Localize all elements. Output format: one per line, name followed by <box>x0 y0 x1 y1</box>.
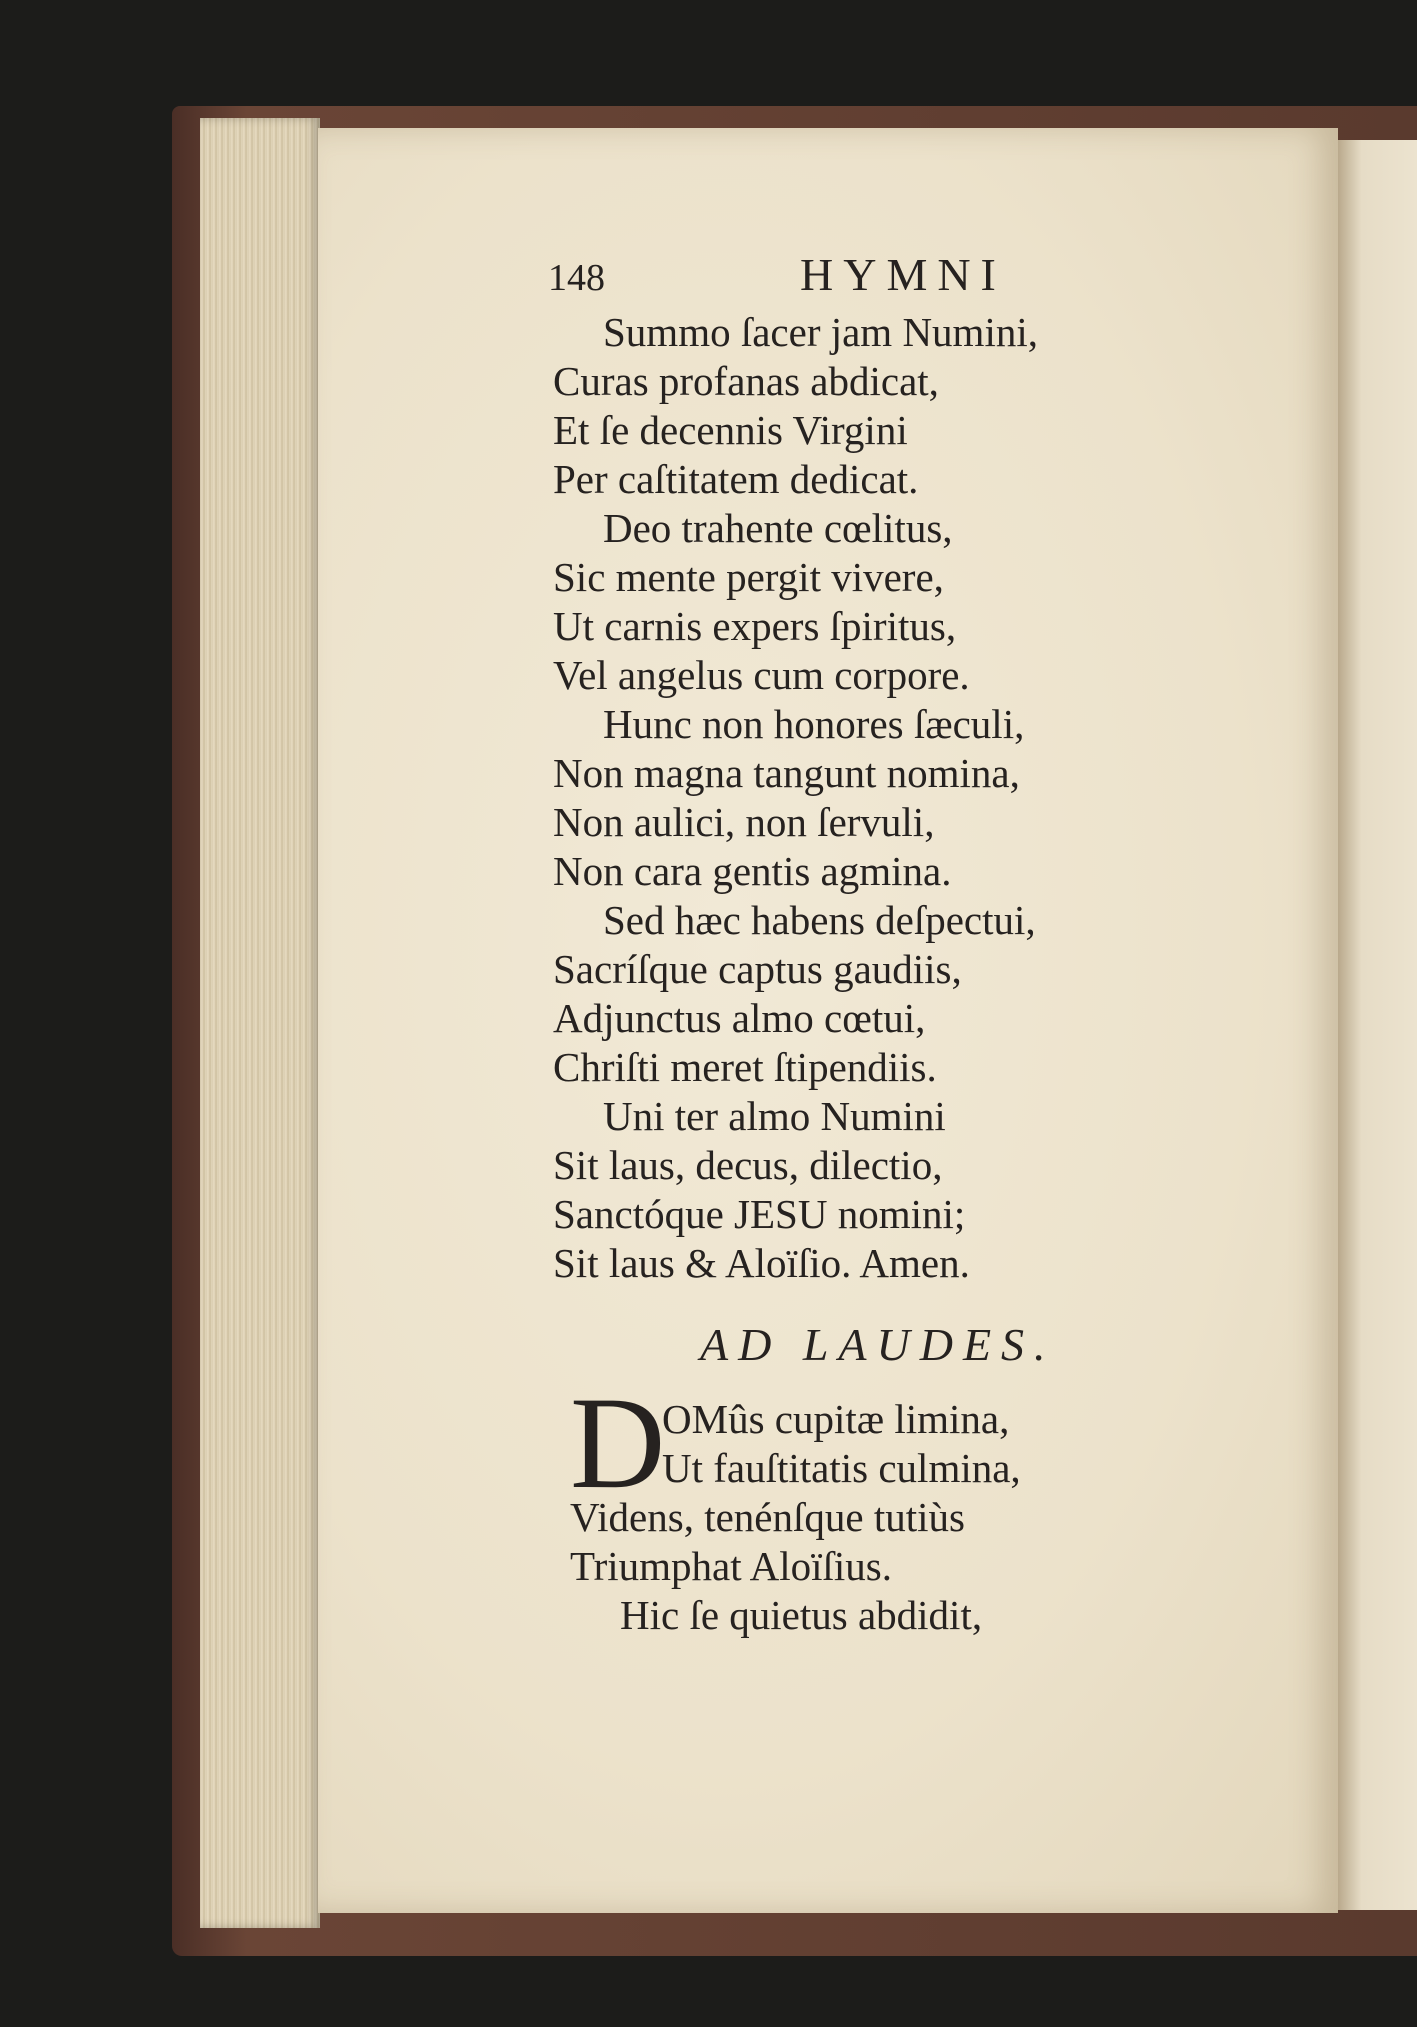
verse-line: Videns, tenénſque tutiùs <box>570 1494 965 1540</box>
verse-line: Triumphat Aloïſius. <box>570 1543 892 1589</box>
verse-line: Sed hæc habens deſpectui, <box>603 897 1036 943</box>
section-title: AD LAUDES. <box>700 1319 1056 1370</box>
page-number: 148 <box>548 257 605 299</box>
verse-line: Et ſe decennis Virgini <box>553 407 908 453</box>
verse-line: Summo ſacer jam Numini, <box>603 309 1038 355</box>
verse-line: Ut carnis expers ſpiritus, <box>553 603 957 649</box>
running-head: HYMNI <box>800 249 1006 300</box>
verse-line: Hic ſe quietus abdidit, <box>620 1592 983 1638</box>
hymn-verses <box>553 308 1038 1288</box>
verse-line: Sacríſque captus gaudiis, <box>553 946 962 992</box>
verse-line: Non aulici, non ſervuli, <box>553 799 935 845</box>
verse-line: Deo trahente cœlitus, <box>603 505 953 551</box>
drop-cap: D <box>570 1369 666 1516</box>
verse-line: Sanctóque JESU nomini; <box>553 1191 966 1237</box>
verse-line: Adjunctus almo cœtui, <box>553 995 926 1041</box>
verse-line: Curas profanas abdicat, <box>553 358 939 404</box>
facing-page <box>1338 140 1417 1910</box>
verse-line: Ut fauſtitatis culmina, <box>662 1445 1021 1491</box>
verse-line: Vel angelus cum corpore. <box>553 652 970 698</box>
verse-line: Sit laus & Aloïſio. Amen. <box>553 1240 970 1286</box>
verse-line: Sit laus, decus, dilectio, <box>553 1142 943 1188</box>
verse-line: Hunc non honores ſæculi, <box>603 701 1025 747</box>
verse-line: Non magna tangunt nomina, <box>553 750 1020 796</box>
page-edges <box>200 118 320 1928</box>
verse-line: Chriſti meret ſtipendiis. <box>553 1044 937 1090</box>
hymn-verses-laudes <box>570 1395 1021 1640</box>
verse-line: Per caſtitatem dedicat. <box>553 456 919 502</box>
verse-line: Sic mente pergit vivere, <box>553 554 944 600</box>
verse-line: Non cara gentis agmina. <box>553 848 952 894</box>
verse-line: OMûs cupitæ limina, <box>662 1396 1010 1442</box>
verse-line: Uni ter almo Numini <box>603 1093 946 1139</box>
